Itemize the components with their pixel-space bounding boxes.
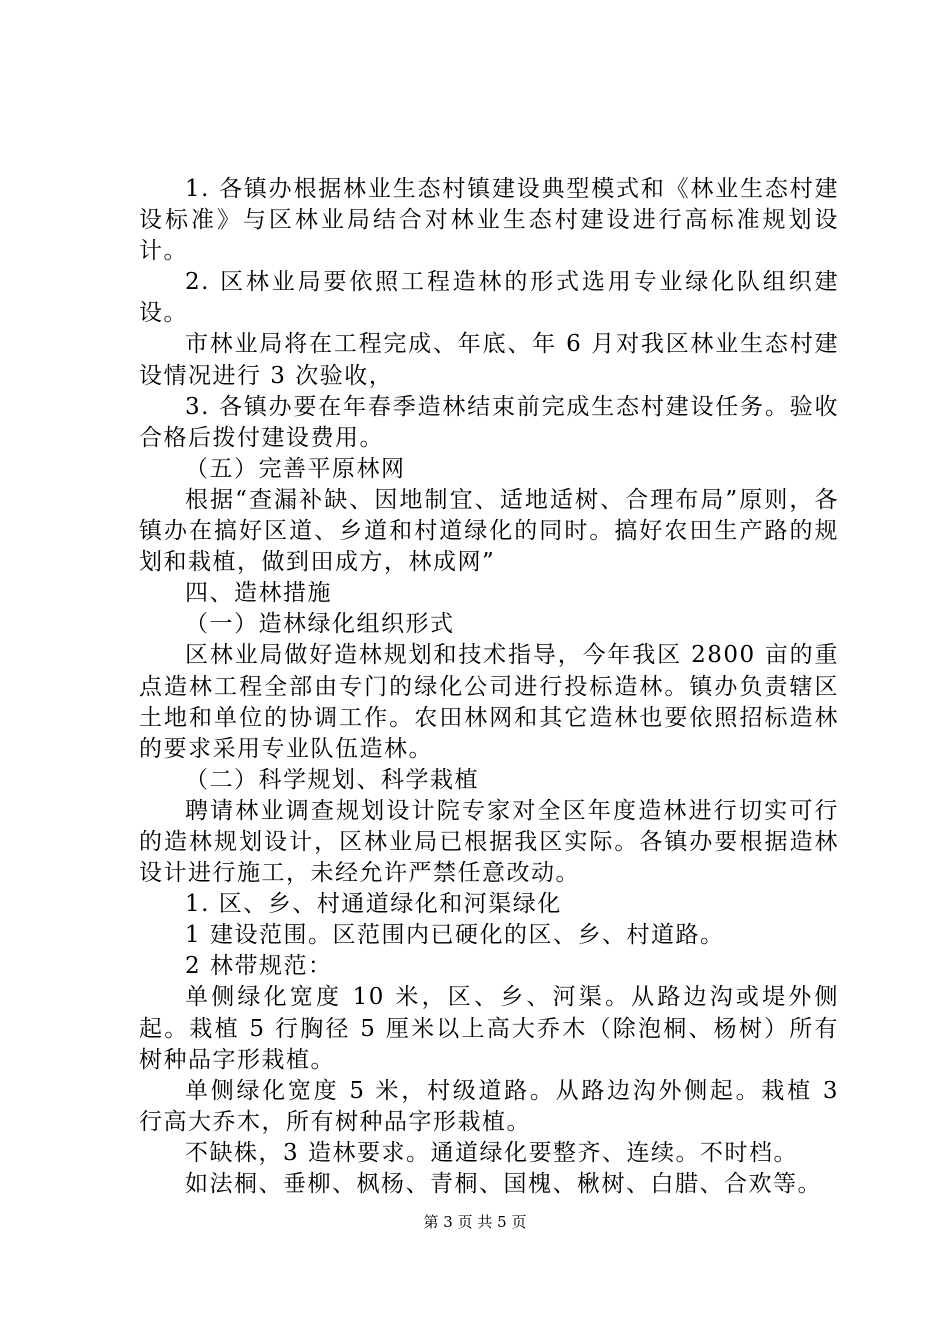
item-heading-1: 1. 区、乡、村通道绿化和河渠绿化 — [185, 891, 562, 918]
paragraph-9: 区林业局做好造林规划和技术指导，今年我区 2800 亩的重点造林工程全部由专门的绿化公司进行投标造林。镇办负责辖区土地和单位的协调工作。农田林网和其它造林也要依照招标造林的要求采用专业队伍造林。 — [139, 642, 839, 762]
paragraph-1: 1. 各镇办根据林业生态村镇建设典型模式和《林业生态村建设标准》与区林业局结合对林业生态村建设进行高标准规划设计。 — [139, 176, 839, 265]
paragraph-3: 市林业局将在工程完成、年底、年 6 月对我区林业生态村建设情况进行 3 次验收， — [139, 331, 839, 389]
paragraph-2: 2. 区林业局要依照工程造林的形式选用专业绿化队组织建设。 — [139, 269, 839, 327]
paragraph-15: 单侧绿化宽度 10 米，区、乡、河渠。从路边沟或堤外侧起。栽植 5 行胸径 5 厘米以上高大乔木（除泡桐、杨树）所有树种品字形栽植。 — [139, 984, 839, 1073]
page-number-footer: 第 3 页 共 5 页 — [423, 1213, 527, 1231]
section-heading-5: （五）完善平原林网 — [185, 455, 406, 482]
subsection-heading-2: （二）科学规划、科学栽植 — [185, 766, 479, 793]
paragraph-4: 3. 各镇办要在年春季造林结束前完成生态村建设任务。验收合格后拨付建设费用。 — [139, 393, 839, 451]
section-heading-4: 四、造林措施 — [185, 580, 332, 607]
paragraph-11: 聘请林业调查规划设计院专家对全区年度造林进行切实可行的造林规划设计，区林业局已根据我区实际。各镇办要根据造林设计进行施工，未经允许严禁任意改动。 — [139, 797, 839, 887]
paragraph-17: 不缺株，3 造林要求。通道绿化要整齐、连续。不时档。 — [185, 1139, 798, 1166]
subsection-heading-1: （一）造林绿化组织形式 — [185, 611, 455, 638]
paragraph-6: 根据“查漏补缺、因地制宜、适地适树、合理布局”原则，各镇办在搞好区道、乡道和村道绿化的同时。搞好农田生产路的规划和栽植，做到田成方，林成网” — [139, 486, 839, 576]
document-body — [139, 174, 839, 1200]
paragraph-18: 如法桐、垂柳、枫杨、青桐、国槐、楸树、白腊、合欢等。 — [185, 1171, 822, 1197]
paragraph-14: 2 林带规范： — [185, 953, 333, 980]
paragraph-13: 1 建设范围。区范围内已硬化的区、乡、村道路。 — [185, 922, 725, 949]
paragraph-16: 单侧绿化宽度 5 米，村级道路。从路边沟外侧起。栽植 3 行高大乔木，所有树种品字形栽植。 — [139, 1077, 839, 1135]
